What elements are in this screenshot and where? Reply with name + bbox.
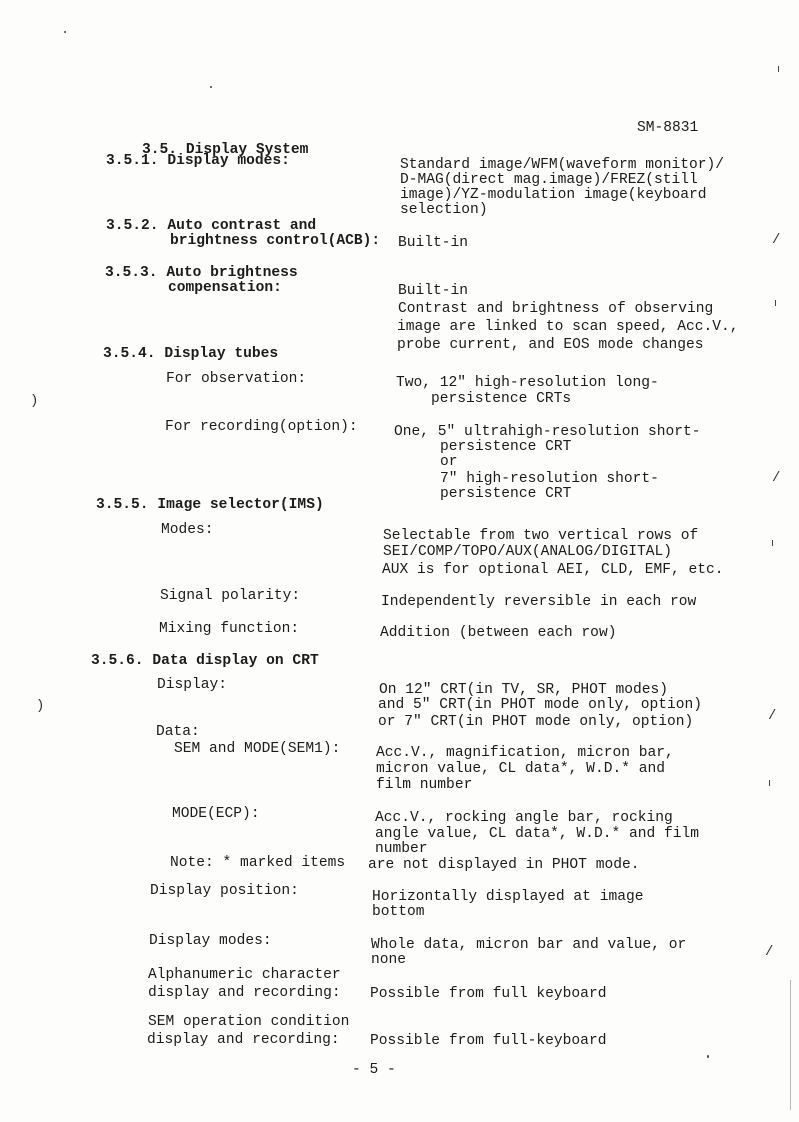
heading-title: Display tubes bbox=[164, 346, 279, 362]
alphanumeric-label-l2: display and recording: bbox=[148, 985, 341, 1001]
heading-number: 3.5.3. bbox=[105, 265, 158, 281]
modes-value-l2: SEI/COMP/TOPO/AUX(ANALOG/DIGITAL) bbox=[383, 544, 673, 560]
heading-3-5-6 bbox=[91, 654, 319, 669]
sem-operation-value: Possible from full-keyboard bbox=[370, 1033, 607, 1049]
ecp-mode-value-l1: Acc.V., rocking angle bar, rocking bbox=[375, 810, 673, 826]
heading-title: Display modes: bbox=[167, 153, 290, 169]
binding-hole-mark-top: ) bbox=[30, 393, 39, 409]
heading-3-5-3-line2: compensation: bbox=[168, 280, 282, 296]
recording-value-l4: 7" high-resolution short- bbox=[440, 471, 659, 487]
mixing-label: Mixing function: bbox=[159, 621, 300, 637]
heading-title: Data display on CRT bbox=[152, 653, 319, 669]
display-value-l1: On 12" CRT(in TV, SR, PHOT modes) bbox=[379, 682, 669, 698]
recording-label: For recording(option): bbox=[165, 419, 358, 435]
polarity-label: Signal polarity: bbox=[160, 588, 301, 604]
binding-hole-mark-bottom: ) bbox=[36, 698, 45, 714]
sem-operation-label-l2: display and recording: bbox=[147, 1032, 340, 1048]
page-number: - 5 - bbox=[352, 1062, 396, 1078]
compensation-value-l2: Contrast and brightness of observing bbox=[398, 301, 714, 317]
scan-speck bbox=[64, 31, 66, 33]
margin-tick: / bbox=[765, 944, 774, 960]
data-label: Data: bbox=[156, 724, 200, 740]
sem-mode-label: SEM and MODE(SEM1): bbox=[174, 741, 341, 757]
display-modes-value-l3: image)/YZ-modulation image(keyboard bbox=[400, 187, 707, 203]
recording-value-l2: persistence CRT bbox=[440, 439, 572, 455]
observation-label: For observation: bbox=[166, 371, 307, 387]
heading-title: Auto contrast and bbox=[167, 218, 317, 234]
compensation-value-l3: image are linked to scan speed, Acc.V., bbox=[397, 319, 739, 335]
display-modes-data-value-l2: none bbox=[371, 952, 407, 968]
heading-number: 3.5.4. bbox=[103, 346, 156, 362]
heading-3-5-2 bbox=[106, 219, 316, 234]
display-value-l3: or 7" CRT(in PHOT mode only, option) bbox=[378, 714, 694, 730]
alphanumeric-value: Possible from full keyboard bbox=[370, 986, 607, 1002]
sem-mode-value-l2: micron value, CL data*, W.D.* and bbox=[376, 761, 666, 777]
sem-mode-value-l3: film number bbox=[376, 777, 473, 793]
display-label: Display: bbox=[157, 677, 228, 693]
margin-tick: / bbox=[772, 232, 781, 248]
heading-number: 3.5.1. bbox=[106, 153, 159, 169]
sem-mode-value-l1: Acc.V., magnification, micron bar, bbox=[376, 745, 674, 761]
alphanumeric-label-l1: Alphanumeric character bbox=[148, 967, 341, 983]
display-modes-value-l1: Standard image/WFM(waveform monitor)/ bbox=[400, 157, 725, 173]
margin-tick: / bbox=[768, 708, 777, 724]
scan-speck bbox=[210, 86, 212, 88]
note-label: Note: * marked items bbox=[170, 855, 346, 871]
sem-operation-label-l1: SEM operation condition bbox=[148, 1014, 350, 1030]
modes-label: Modes: bbox=[161, 522, 214, 538]
display-value-l2: and 5" CRT(in PHOT mode only, option) bbox=[378, 697, 703, 713]
display-modes-label: Display modes: bbox=[149, 933, 272, 949]
mixing-value: Addition (between each row) bbox=[380, 625, 617, 641]
heading-title: Image selector(IMS) bbox=[157, 497, 324, 513]
ecp-mode-value-l2: angle value, CL data*, W.D.* and film bbox=[375, 826, 700, 842]
compensation-value-l4: probe current, and EOS mode changes bbox=[397, 337, 704, 353]
heading-number: 3.5.6. bbox=[91, 653, 144, 669]
scan-speck bbox=[707, 1055, 709, 1058]
position-label: Display position: bbox=[150, 883, 299, 899]
heading-3-5-2-line2: brightness control(ACB): bbox=[170, 233, 381, 249]
note-value: are not displayed in PHOT mode. bbox=[368, 857, 640, 873]
document-id: SM-8831 bbox=[637, 120, 699, 136]
modes-value-l1: Selectable from two vertical rows of bbox=[383, 528, 699, 544]
section-title: Display System bbox=[185, 142, 309, 158]
polarity-value: Independently reversible in each row bbox=[381, 594, 697, 610]
recording-value-l3: or bbox=[440, 454, 458, 470]
heading-number: 3.5.2. bbox=[106, 218, 159, 234]
scan-speck bbox=[775, 300, 776, 306]
heading-3-5-5 bbox=[96, 498, 324, 513]
display-modes-data-value-l1: Whole data, micron bar and value, or bbox=[371, 937, 687, 953]
heading-3-5-4 bbox=[103, 347, 278, 362]
heading-title: Auto brightness bbox=[166, 265, 298, 281]
modes-value-l3: AUX is for optional AEI, CLD, EMF, etc. bbox=[382, 562, 724, 578]
recording-value-l5: persistence CRT bbox=[440, 486, 572, 502]
heading-3-5-3 bbox=[105, 266, 298, 281]
compensation-value-l1: Built-in bbox=[398, 283, 469, 299]
observation-value-l2: persistence CRTs bbox=[431, 391, 572, 407]
position-value-l1: Horizontally displayed at image bbox=[372, 889, 644, 905]
heading-number: 3.5.5. bbox=[96, 497, 149, 513]
observation-value-l1: Two, 12" high-resolution long- bbox=[396, 375, 659, 391]
scan-speck bbox=[772, 540, 773, 546]
position-value-l2: bottom bbox=[372, 904, 425, 920]
margin-tick: / bbox=[772, 470, 781, 486]
display-modes-value-l4: selection) bbox=[400, 202, 488, 218]
recording-value-l1: One, 5" ultrahigh-resolution short- bbox=[394, 424, 701, 440]
scan-speck bbox=[769, 780, 770, 786]
scan-speck bbox=[778, 66, 779, 72]
section-number: 3.5. bbox=[142, 142, 178, 158]
display-modes-value-l2: D-MAG(direct mag.image)/FREZ(still bbox=[400, 172, 698, 188]
ecp-mode-label: MODE(ECP): bbox=[172, 806, 260, 822]
scan-edge-line bbox=[790, 980, 791, 1110]
ecp-mode-value-l3: number bbox=[375, 841, 428, 857]
heading-3-5-1 bbox=[106, 154, 290, 169]
acb-value: Built-in bbox=[398, 235, 469, 251]
